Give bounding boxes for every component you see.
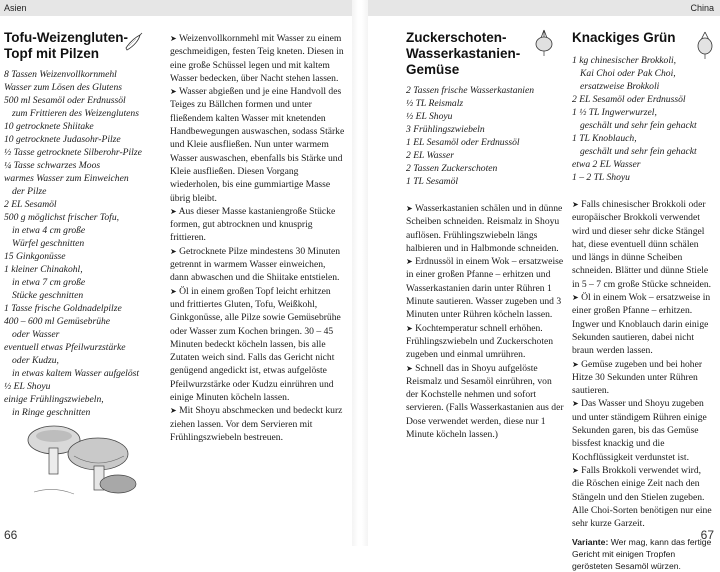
- ingredient-line: 2 Tassen frische Wasserkastanien: [406, 85, 535, 96]
- step-paragraph: [170, 205, 346, 245]
- ingredient-line: eventuell etwas Pfeilwurzstärke: [4, 342, 126, 353]
- ingredient-line: in etwa 7 cm große: [12, 277, 86, 288]
- recipe2-title-line1: Zuckerschoten-: [406, 30, 507, 45]
- ingredient-line: 1 kleiner Chinakohl,: [4, 264, 83, 275]
- ingredient-line: 1 EL Sesamöl oder Erdnussöl: [406, 137, 520, 148]
- step-text: Schnell das in Shoyu aufgelöste Reismalz und Sesamöl einrühren, von der Kochstelle nehmen und sofort servieren. (Falls Wasserkastanien aus der Dose verwendet werden, diese nur 1 Minute köcheln lassen.): [406, 362, 564, 441]
- step-paragraph: [572, 397, 712, 463]
- ingredient-line: 3 Frühlingszwiebeln: [406, 124, 485, 135]
- step-text: Erdnussöl in einem Wok – ersatzweise in einer großen Pfanne – erhitzen und Wasserkastanien darin unter Rühren 1 Minute sautieren. Wasser zugeben und 3 Minuten unter Rühren köcheln lassen.: [406, 256, 564, 321]
- ingredient-line: 15 Ginkgonüsse: [4, 251, 66, 262]
- arrow-bullet-icon: ➤: [406, 204, 413, 213]
- recipe2-column: [406, 30, 564, 441]
- step-text: Öl in einem großen Topf leicht erhitzen und frittiertes Gluten, Tofu, Weißkohl, Ginkgonüsse, alle Pilze sowie Gemüsebrühe oder Wasser zum Kochen bringen. 30 – 45 Minuten bedeckt köcheln lassen, bis alle Zutaten weich sind. Falls das Gericht nicht genügend angedickt ist, etwas aufgelöste Pfeilwurzstärke oder Kudzu einrühren und einige Minuten köcheln lassen.: [170, 285, 341, 404]
- step-text: Mit Shoyu abschmecken und bedeckt kurz ziehen lassen. Vor dem Servieren mit Frühlingszwiebeln bestreuen.: [170, 405, 343, 443]
- step-text: Getrocknete Pilze mindestens 30 Minuten getrennt in warmem Wasser einweichen, dann abwaschen und die Shiitake entstielen.: [170, 245, 341, 284]
- step-text: Falls Brokkoli verwendet wird, die Röschen einige Zeit nach den Stängeln und den Stielen zugeben. Alle Choi-Sorten benötigen nur eine sehr kurze Garzeit.: [572, 464, 712, 530]
- ingredient-line: ½ EL Shoyu: [406, 111, 453, 122]
- ingredient-line: in etwa 4 cm große: [12, 225, 86, 236]
- ingredient-line: 500 ml Sesamöl oder Erdnussöl: [4, 95, 126, 106]
- step-text: Kochtemperatur schnell erhöhen. Frühlingszwiebeln und Zuckerschoten zugeben und einmal umrühren.: [406, 322, 554, 361]
- step-text: Wasserkastanien schälen und in dünne Scheiben schneiden. Reismalz in Shoyu auflösen. Frühlingszwiebeln längs halbieren und in Halbmonde schneiden.: [406, 203, 563, 254]
- arrow-bullet-icon: ➤: [170, 246, 177, 256]
- ingredient-line: Stücke geschnitten: [12, 290, 84, 301]
- step-text: Gemüse zugeben und bei hoher Hitze 30 Sekunden unter Rühren sautieren.: [572, 358, 703, 397]
- step-text: Falls chinesischer Brokkoli oder europäischer Brokkoli verwendet wird und dieser sehr dicke Stängel hat, diese eventuell dünn schälen und längs in dünne Scheiben schneiden. Blätter und dünne Stiele in 5 – 7 cm große Stücke schneiden.: [572, 199, 712, 290]
- ingredient-line: warmes Wasser zum Einweichen: [4, 173, 129, 184]
- variante-note: [572, 536, 712, 572]
- step-paragraph: [572, 198, 712, 291]
- arrow-bullet-icon: ➤: [170, 406, 177, 416]
- page-gutter: [352, 0, 368, 546]
- ingredient-line: 8 Tassen Weizenvollkornmehl: [4, 69, 117, 80]
- running-header-left: Asien: [0, 0, 352, 16]
- ingredient-line: geschält und sehr fein gehackt: [580, 120, 697, 131]
- step-paragraph: [406, 255, 564, 321]
- recipe1-title-line1: Tofu-Weizengluten-: [4, 30, 128, 45]
- recipe3-title: Knackiges Grün: [572, 30, 676, 45]
- recipe1-title-line2: Topf mit Pilzen: [4, 46, 99, 61]
- recipe3-ingredients: [572, 54, 712, 184]
- ingredient-line: Kai Choi oder Pak Choi,: [580, 68, 676, 79]
- ingredient-line: 2 Tassen Zuckerschoten: [406, 163, 498, 174]
- ingredient-line: 1 TL Knoblauch,: [572, 133, 637, 144]
- recipe2-title-line3: Gemüse: [406, 62, 460, 77]
- step-paragraph: [406, 362, 564, 442]
- ingredient-line: ½ EL Shoyu: [4, 381, 51, 392]
- arrow-bullet-icon: ➤: [170, 34, 177, 43]
- ingredient-line: 1 kg chinesischer Brokkoli,: [572, 55, 677, 66]
- ingredient-line: 400 – 600 ml Gemüsebrühe: [4, 316, 111, 327]
- step-paragraph: [170, 245, 346, 285]
- ingredient-line: ¼ Tasse schwarzes Moos: [4, 160, 101, 171]
- step-paragraph: [406, 322, 564, 362]
- vegetable-illustration: [694, 28, 716, 60]
- ingredient-line: 1 Tasse frische Goldnadelpilze: [4, 303, 122, 314]
- step-text: Weizenvollkornmehl mit Wasser zu einem geschmeidigen, festen Teig kneten. Diesen in eine große Schüssel legen und mit kaltem Wasser bedecken, über Nacht stehen lassen.: [170, 33, 344, 84]
- step-paragraph: [572, 291, 712, 357]
- arrow-bullet-icon: ➤: [572, 465, 579, 475]
- mushroom-illustration: [24, 412, 140, 504]
- ingredient-line: 2 EL Sesamöl oder Erdnussöl: [572, 94, 686, 105]
- ingredient-line: 1 ½ TL Ingwerwurzel,: [572, 107, 657, 118]
- ingredient-line: 2 EL Wasser: [406, 150, 454, 161]
- arrow-bullet-icon: ➤: [406, 323, 413, 333]
- recipe2-title-line2: Wasserkastanien-: [406, 46, 521, 61]
- ingredient-line: in Ringe geschnitten: [12, 407, 91, 418]
- step-text: Aus dieser Masse kastaniengroße Stücke formen, gut abtrocknen und knusprig frittieren.: [170, 205, 336, 244]
- step-paragraph: [170, 32, 346, 85]
- recipe1-steps: [170, 32, 346, 444]
- recipe1-column: [4, 30, 164, 419]
- ingredient-line: zum Frittieren des Weizenglutens: [12, 108, 139, 119]
- ingredient-line: in etwas kaltem Wasser aufgelöst: [12, 368, 140, 379]
- ingredient-line: oder Kudzu,: [12, 355, 59, 366]
- recipe2-steps: [406, 202, 564, 441]
- ingredient-line: 1 TL Sesamöl: [406, 176, 459, 187]
- step-paragraph: [170, 404, 346, 444]
- step-paragraph: [170, 285, 346, 405]
- ingredient-line: 10 getrocknete Judasohr-Pilze: [4, 134, 121, 145]
- radish-illustration: [532, 28, 556, 58]
- ingredient-line: etwa 2 EL Wasser: [572, 159, 641, 170]
- ingredient-line: der Pilze: [12, 186, 47, 197]
- arrow-bullet-icon: ➤: [572, 200, 579, 209]
- step-text: Wasser abgießen und je eine Handvoll des Teiges zu Bällchen formen und unter fließendem kalten Wasser mit knetenden Handbewegungen auswaschen, sodass Stärke und Kleie ausfließen. Nun unter warmem Wasser auswaschen, ebenfalls bis Stärke und Kleie ausfließen. Diesen Vorgang wiederholen, bis eine gummiartige Masse übrig bleibt.: [170, 86, 345, 204]
- ingredient-line: ½ TL Reismalz: [406, 98, 464, 109]
- arrow-bullet-icon: ➤: [406, 257, 413, 267]
- recipe2-ingredients: [406, 84, 564, 188]
- ingredient-line: Würfel geschnitten: [12, 238, 85, 249]
- arrow-bullet-icon: ➤: [170, 206, 177, 216]
- page-number-right: 67: [700, 528, 714, 542]
- arrow-bullet-icon: ➤: [572, 359, 579, 369]
- arrow-bullet-icon: ➤: [170, 87, 177, 97]
- step-text: Öl in einem Wok – ersatzweise in einer großen Pfanne – erhitzen. Ingwer und Knoblauch darin einige Sekunden sautieren, dabei nicht braun werden lassen.: [572, 292, 711, 357]
- variante-text: Wer mag, kann das fertige Gericht mit einigen Tropfen gerösteten Sesamöl würzen.: [572, 537, 712, 572]
- ingredient-line: 2 EL Sesamöl: [4, 199, 57, 210]
- step-text: Das Wasser und Shoyu zugeben und unter ständigem Rühren einige Sekunden garen, bis das Gemüse bissfest knackig und die Kochflüssigkeit verdunstet ist.: [572, 398, 707, 463]
- arrow-bullet-icon: ➤: [170, 286, 177, 296]
- step-paragraph: [406, 202, 564, 255]
- recipe3-steps: [572, 198, 712, 530]
- step-paragraph: [170, 85, 346, 205]
- step-paragraph: [572, 358, 712, 398]
- arrow-bullet-icon: ➤: [406, 363, 413, 373]
- arrow-bullet-icon: ➤: [572, 399, 579, 409]
- step-paragraph: [572, 464, 712, 530]
- ingredient-line: einige Frühlingszwiebeln,: [4, 394, 104, 405]
- page-number-left: 66: [4, 528, 18, 542]
- ingredient-line: 1 – 2 TL Shoyu: [572, 172, 630, 183]
- recipe1-ingredients: [4, 68, 164, 419]
- running-header-right: China: [368, 0, 720, 16]
- pepper-illustration: [122, 32, 144, 54]
- ingredient-line: Wasser zum Lösen des Glutens: [4, 82, 122, 93]
- ingredient-line: ½ Tasse getrocknete Silberohr-Pilze: [4, 147, 142, 158]
- ingredient-line: 10 getrocknete Shiitake: [4, 121, 94, 132]
- ingredient-line: oder Wasser: [12, 329, 60, 340]
- arrow-bullet-icon: ➤: [572, 293, 579, 303]
- recipe3-column: [572, 30, 712, 572]
- ingredient-line: ersatzweise Brokkoli: [580, 81, 660, 92]
- ingredient-line: 500 g möglichst frischer Tofu,: [4, 212, 120, 223]
- variante-label: Variante:: [572, 537, 609, 548]
- ingredient-line: geschält und sehr fein gehackt: [580, 146, 697, 157]
